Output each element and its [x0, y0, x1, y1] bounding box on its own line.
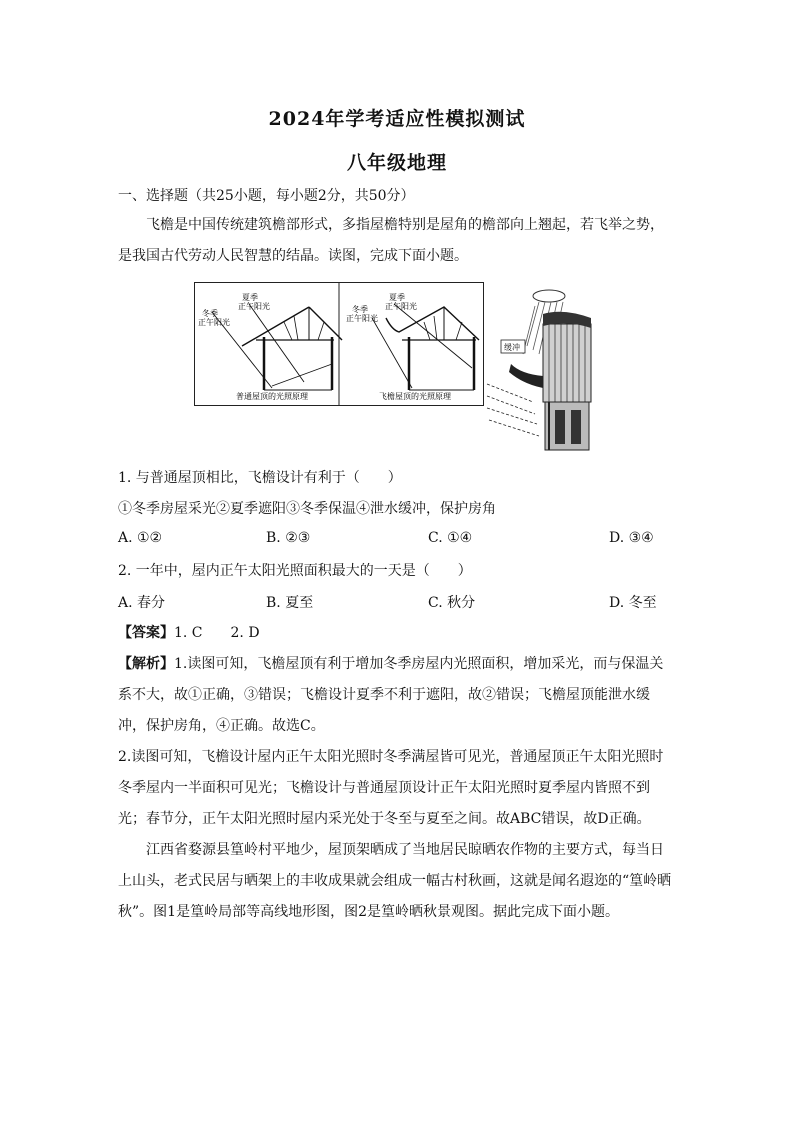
mid-caption: 飞檐屋顶的光照原理	[379, 392, 451, 401]
answer-text: 1. C 2. D	[174, 625, 260, 641]
question-1-option-b: B. ②③	[266, 530, 311, 546]
answer-line	[118, 623, 260, 643]
left-winter-label: 冬季	[202, 309, 218, 318]
door-left	[555, 410, 565, 444]
question-1-option-a: A. ①②	[118, 530, 163, 546]
question-1-option-d: D. ③④	[609, 530, 654, 546]
flying-eave-building-figure	[483, 284, 601, 456]
page-subtitle: 八年级地理	[346, 152, 447, 174]
analysis-1	[118, 649, 676, 742]
question-2-option-d: D. 冬至	[609, 595, 657, 611]
door-right	[571, 410, 581, 444]
intro-paragraph-2: 江西省婺源县篁岭村平地少，屋顶架晒成了当地居民晾晒农作物的主要方式，每当日上山头，老式民居与晒架上的丰收成果就会组成一幅古村秋画，这就是闻名遐迩的“篁岭晒秋”。图1是篁岭局部等高线地形图，图2是篁岭晒秋景观图。据此完成下面小题。	[118, 842, 672, 920]
question-2-option-c: C. 秋分	[428, 595, 476, 611]
section-heading: 一、选择题（共25小题，每小题2分，共50分）	[118, 188, 415, 204]
left-summer-label: 夏季	[242, 293, 258, 302]
question-2-option-a: A. 春分	[118, 595, 166, 611]
answer-label: 【答案】	[118, 625, 174, 641]
question-1-statements: ①冬季房屋采光②夏季遮阳③冬季保温④泄水缓冲，保护房角	[118, 501, 496, 517]
analysis-label: 【解析】	[118, 656, 174, 672]
left-caption: 普通屋顶的光照原理	[236, 392, 308, 401]
rain-cloud	[533, 290, 565, 302]
question-1-option-c: C. ①④	[428, 530, 473, 546]
question-2-option-b: B. 夏至	[266, 595, 314, 611]
eave-corner	[509, 364, 543, 388]
intro-paragraph-1: 飞檐是中国传统建筑檐部形式，多指屋檐特别是屋角的檐部向上翘起，若飞举之势，是我国古代劳动人民智慧的结晶。读图，完成下面小题。	[118, 217, 664, 264]
water-flow-lines	[487, 384, 539, 436]
left-winter-label-2: 正午阳光	[198, 318, 230, 327]
mid-winter-label-2: 正午阳光	[346, 314, 378, 323]
roof-diagram-figure	[194, 282, 484, 406]
page-title: 2024年学考适应性模拟测试	[268, 108, 526, 130]
mid-summer-label-2: 正午阳光	[385, 302, 417, 311]
question-2-stem: 2. 一年中，屋内正午太阳光照面积最大的一天是（ ）	[118, 563, 472, 579]
mid-winter-label: 冬季	[352, 305, 368, 314]
buffer-label: 缓冲	[504, 343, 520, 352]
building-lower	[545, 402, 589, 450]
mid-summer-label: 夏季	[389, 293, 405, 302]
analysis-2: 2.读图可知，飞檐设计屋内正午太阳光照时冬季满屋皆可见光，普通屋顶正午太阳光照时冬季屋内一半面积可见光；飞檐设计与普通屋顶设计正午太阳光照时夏季屋内皆照不到光；春节分，正午太阳光照时屋内采光处于冬至与夏至之间。故ABC错误，故D正确。	[118, 749, 664, 827]
question-1-stem: 1. 与普通屋顶相比，飞檐设计有利于（ ）	[118, 470, 402, 486]
left-summer-label-2: 正午阳光	[238, 302, 270, 311]
analysis-1-text: 1.读图可知，飞檐屋顶有利于增加冬季房屋内光照面积，增加采光，而与保温关系不大，故①正确，③错误；飞檐设计夏季不利于遮阳，故②错误；飞檐屋顶能泄水缓冲，保护房角，④正确。故选C。	[118, 656, 664, 734]
